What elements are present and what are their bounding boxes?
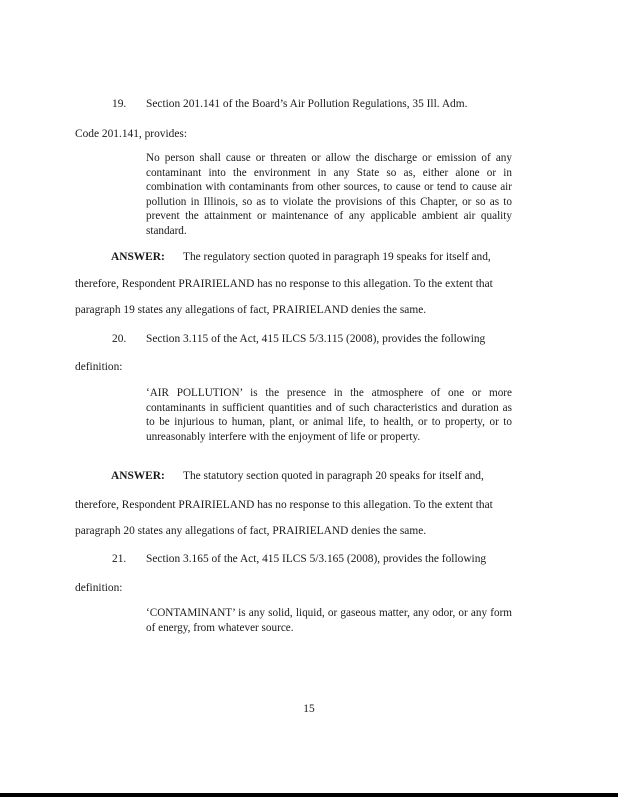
paragraph-19-intro-line1: Section 201.141 of the Board’s Air Pollution Regulations, 35 Ill. Adm. (146, 98, 468, 110)
bottom-rule (0, 793, 618, 797)
paragraph-21-intro-line2: definition: (75, 582, 123, 594)
paragraph-20-answer-line2: therefore, Respondent PRAIRIELAND has no response to this allegation. To the extent that (75, 499, 493, 511)
paragraph-20-answer-line3: paragraph 20 states any allegations of fact, PRAIRIELAND denies the same. (75, 525, 427, 537)
paragraph-20-intro-line1: Section 3.115 of the Act, 415 ILCS 5/3.115 (2008), provides the following (146, 333, 486, 345)
paragraph-20-answer-line1: The statutory section quoted in paragraph 20 speaks for itself and, (183, 470, 484, 482)
paragraph-19-number: 19. (112, 98, 127, 110)
paragraph-19-answer-line1: The regulatory section quoted in paragraph 19 speaks for itself and, (183, 251, 491, 263)
paragraph-20-intro-line2: definition: (75, 361, 123, 373)
paragraph-20-number: 20. (112, 333, 127, 345)
paragraph-19-answer-line2: therefore, Respondent PRAIRIELAND has no response to this allegation. To the extent that (75, 278, 493, 290)
paragraph-21-number: 21. (112, 553, 127, 565)
paragraph-21-intro-line1: Section 3.165 of the Act, 415 ILCS 5/3.165 (2008), provides the following (146, 553, 487, 565)
paragraph-20-answer-label: ANSWER: (111, 470, 165, 482)
paragraph-21-quote: ‘CONTAMINANT’ is any solid, liquid, or gaseous matter, any odor, or any form of energy, from whatever source. (146, 607, 512, 634)
paragraph-19-answer-line3: paragraph 19 states any allegations of fact, PRAIRIELAND denies the same. (75, 304, 427, 316)
page-number: 15 (303, 703, 315, 715)
paragraph-19-intro-line2: Code 201.141, provides: (75, 128, 187, 140)
paragraph-20-quote: ‘AIR POLLUTION’ is the presence in the atmosphere of one or more contaminants in sufficient quantities and of such characteristics and duration as to be injurious to human, plant, or animal life, to health, or to property, or to unreasonably interfere with the enjoyment of life or property. (146, 387, 512, 443)
paragraph-19-answer-label: ANSWER: (111, 251, 165, 263)
paragraph-19-quote: No person shall cause or threaten or allow the discharge or emission of any contaminant into the environment in any State so as, either alone or in combination with contaminants from other sources, to cause or tend to cause air pollution in Illinois, so as to violate the provisions of this Chapter, or so as to prevent the attainment or maintenance of any applicable ambient air quality standard. (146, 152, 512, 237)
